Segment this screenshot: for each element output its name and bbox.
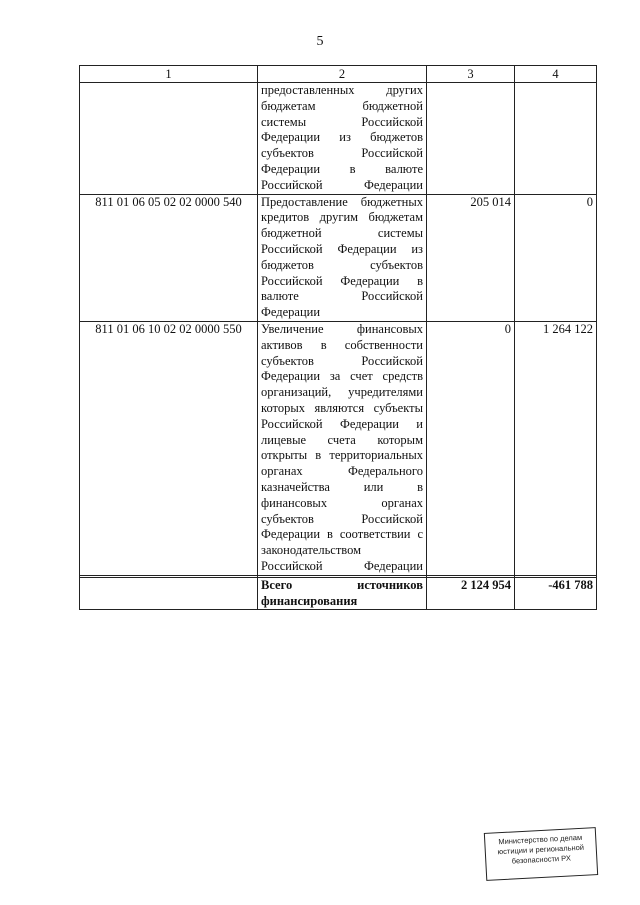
table-row	[80, 194, 597, 321]
table-row	[80, 83, 597, 195]
stamp-line: юстиции и региональной	[497, 842, 585, 857]
total-value-col3: 2 124 954	[427, 577, 515, 610]
registration-stamp	[484, 827, 598, 881]
row-value-col4: 0	[515, 194, 597, 321]
total-code	[80, 577, 258, 610]
total-row	[80, 577, 597, 610]
row-value-col3	[427, 83, 515, 195]
table-row	[80, 321, 597, 575]
page-number: 5	[316, 34, 324, 49]
row-code: 811 01 06 05 02 02 0000 540	[80, 194, 258, 321]
row-value-col4: 1 264 122	[515, 321, 597, 575]
row-code	[80, 83, 258, 195]
row-description: Увеличение финансовых активов в собственности субъектов Российской Федерации за счет средств организаций, учредителями которых являются субъекты Российской Федерации и лицевые счета которым открыты в территориальных органах Федерального казначейства или в финансовых органах субъектов Российской Федерации в соответствии с законодательством Российской Федерации	[258, 321, 427, 575]
stamp-line: Министерство по делам	[498, 832, 583, 847]
header-col-1: 1	[80, 66, 258, 83]
row-description: предоставленных других бюджетам бюджетной системы Российской Федерации из бюджетов субъектов Российской Федерации в валюте Российской Федерации	[258, 83, 427, 195]
header-col-4: 4	[515, 66, 597, 83]
row-code: 811 01 06 10 02 02 0000 550	[80, 321, 258, 575]
row-value-col3: 205 014	[427, 194, 515, 321]
total-label: Всего источников финансирования	[258, 577, 427, 610]
header-col-2: 2	[258, 66, 427, 83]
financing-sources-table	[79, 65, 597, 610]
stamp-line: безопасности РХ	[511, 853, 572, 866]
row-description: Предоставление бюджетных кредитов другим бюджетам бюджетной системы Российской Федерации из бюджетов субъектов Российской Федерации в валюте Российской Федерации	[258, 194, 427, 321]
row-value-col3: 0	[427, 321, 515, 575]
table-header-row	[80, 66, 597, 83]
row-value-col4	[515, 83, 597, 195]
header-col-3: 3	[427, 66, 515, 83]
total-value-col4: -461 788	[515, 577, 597, 610]
